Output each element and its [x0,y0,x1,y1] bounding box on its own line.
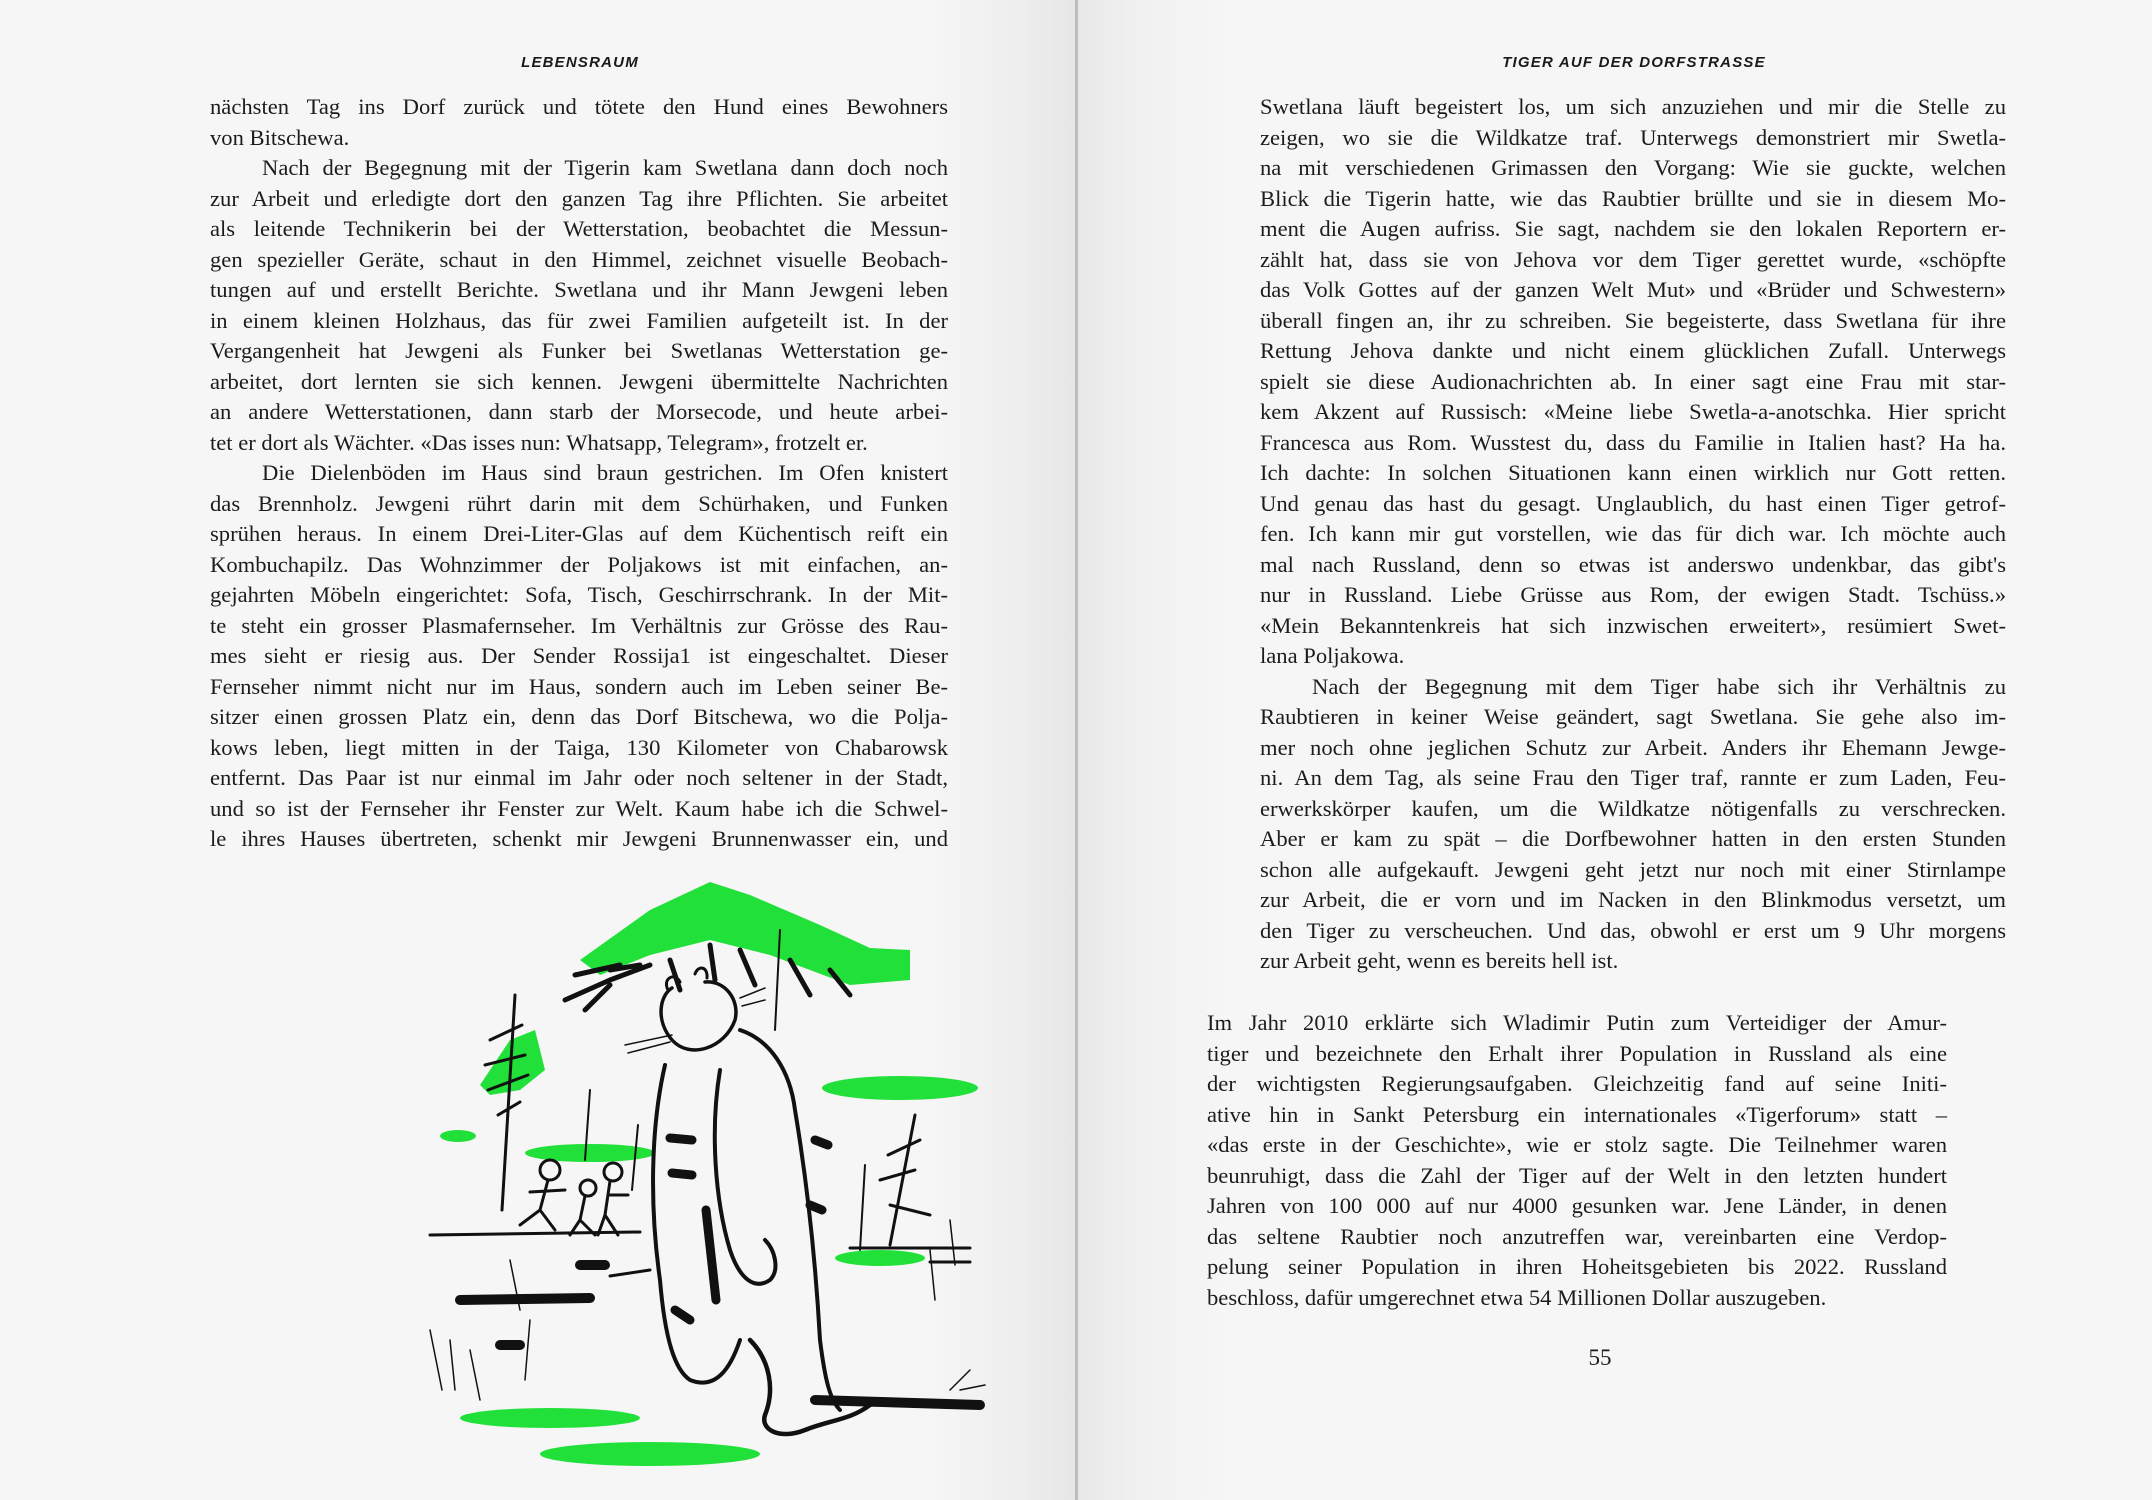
text-line: fen. Ich kann mir gut vorstellen, wie das für dich war. Ich möchte auch [1260,521,2006,546]
green-patch-6 [540,1442,760,1466]
text-line: an andere Wetterstationen, dann starb der Morsecode, und heute arbei- [210,399,948,424]
text-line: den Tiger zu verscheuchen. Und das, obwohl er erst um 9 Uhr morgens [1260,917,2006,943]
text-line: te steht ein grosser Plasmafernseher. Im Verhältnis zur Grösse des Rau- [210,612,948,638]
text-line: mal nach Russland, denn so etwas ist anderswo undenkbar, das gibt's [1260,551,2006,577]
text-line: beunruhigt, dass die Zahl der Tiger auf der Welt in den letzten hundert [1207,1162,1947,1188]
text-line: nächsten Tag ins Dorf zurück und tötete den Hund eines Bewohners [210,94,948,119]
tree-canopy-green [580,882,910,985]
text-line: Jahren von 100 000 auf nur 4000 gesunken war. Jene Länder, in denen [1207,1193,1947,1218]
text-line: zählt hat, dass sie von Jehova vor dem Tiger gerettet wurde, «schöpfte [1260,246,2006,272]
ground-shadow [460,1265,980,1405]
text-line: tungen auf und erstellt Berichte. Swetlana und ihr Mann Jewgeni leben [210,277,948,302]
tiger-tail [750,1340,870,1434]
left-tree [485,995,528,1210]
left-body-text [210,92,948,855]
page-number: 55 [1588,1345,1612,1370]
tiger-arm [715,1070,776,1284]
right-section-2-text [1207,1008,1947,1313]
text-line: das Brennholz. Jewgeni rührt darin mit dem Schürhaken, und Funken [210,490,948,516]
green-patch-2 [440,1130,476,1142]
hikers-group [520,1160,628,1235]
text-line: Nach der Begegnung mit dem Tiger habe sich ihr Verhältnis zu [1312,673,2006,699]
text-line: ni. An dem Tag, als seine Frau den Tiger traf, rannte er zum Laden, Feu- [1260,765,2006,790]
text-line: pelung seiner Population in ihren Hoheitsgebieten bis 2022. Russland [1207,1254,1947,1279]
right-body-text [1260,92,2006,977]
text-line: in einem kleinen Holzhaus, das für zwei Familien aufgeteilt ist. In der [210,307,948,333]
text-line: Die Dielenböden im Haus sind braun gestrichen. Im Ofen knistert [262,460,948,485]
right-tree [880,1115,930,1245]
text-line: entfernt. Das Paar ist nur einmal im Jahr oder noch seltener in der Stadt, [210,765,948,790]
hiker-1-head [540,1160,560,1180]
text-line: Swetlana läuft begeistert los, um sich anzuziehen und mir die Stelle zu [1260,94,2006,119]
text-line: tiger und bezeichnete den Erhalt ihrer Population in Russland als eine [1207,1040,1947,1066]
text-line: von Bitschewa. [210,124,350,150]
text-line: na mit verschiedenen Grimassen den Vorgang: Wie sie guckte, welchen [1260,155,2006,180]
running-head-right: TIGER AUF DER DORFSTRASSE [1502,54,1766,71]
tiger-whiskers [625,988,765,1053]
text-line: kows leben, liegt mitten in der Taiga, 130 Kilometer von Chabarowsk [210,734,948,760]
text-line: spielt sie diese Audionachrichten ab. In einer sagt eine Frau mit star- [1260,368,2006,394]
text-line: erwerkskörper kaufen, um die Wildkatze nötigenfalls zu verschrecken. [1260,795,2006,821]
text-line: zeigen, wo sie die Wildkatze traf. Unterwegs demonstriert mir Swetla- [1260,124,2006,150]
tiger-body [653,1030,840,1410]
text-line: beschloss, dafür umgerechnet etwa 54 Millionen Dollar auszugeben. [1207,1284,1827,1310]
text-line: Rettung Jehova dankte und nicht einem glücklichen Zufall. Unterwegs [1260,338,2006,363]
text-line: ment die Augen aufriss. Sie sagt, nachdem sie den lokalen Reportern er- [1260,216,2006,241]
tiger-head [661,982,736,1050]
green-patch-4 [835,1250,925,1266]
text-line: Aber er kam zu spät – die Dorfbewohner hatten in den ersten Stunden [1260,826,2006,851]
text-line: Nach der Begegnung mit der Tigerin kam Swetlana dann doch noch [262,155,948,180]
text-line: Kombuchapilz. Das Wohnzimmer der Poljakows ist mit einfachen, an- [210,551,948,577]
hiker-1-body [520,1180,565,1230]
illustration-ink-lines [430,930,985,1434]
running-head-left: LEBENSRAUM [521,54,639,71]
text-line: Ich dachte: In solchen Situationen kann einen wirklich nur Gott retten. [1260,460,2006,485]
tiger-illustration [410,870,1010,1470]
text-line: gen spezieller Geräte, schaut in den Himmel, zeichnet visuelle Beobach- [210,246,948,272]
text-line: und so ist der Fernseher ihr Fenster zur Welt. Kaum habe ich die Schwel- [210,795,948,821]
text-line: gejahrten Möbeln eingerichtet: Sofa, Tisch, Geschirrschrank. In der Mit- [210,582,948,607]
text-line: tet er dort als Wächter. «Das isses nun: Whatsapp, Telegram», frotzelt er. [210,429,868,455]
text-line: Vergangenheit hat Jewgeni als Funker bei Swetlanas Wetterstation ge- [210,338,948,363]
text-line: sitzer einen grossen Platz ein, denn das Dorf Bitschewa, wo die Polja- [210,704,948,729]
text-line: mer noch ohne jeglichen Schutz zur Arbeit. Anders ihr Ehemann Jewge- [1260,734,2006,760]
text-line: zur Arbeit und erledigte dort den ganzen Tag ihre Pflichten. Sie arbeitet [210,185,948,211]
text-line: «Mein Bekanntenkreis hat sich inzwischen erweitert», resümiert Swet- [1260,612,2006,638]
text-line: der wichtigsten Regierungsaufgaben. Gleichzeitig fand auf seine Initi- [1207,1071,1947,1096]
hiker-3-body [598,1181,628,1235]
text-line: als leitende Technikerin bei der Wetterstation, beobachtet die Messun- [210,216,948,241]
hiker-3-head [604,1163,622,1181]
text-line: mes sieht er riesig aus. Der Sender Rossija1 ist eingeschaltet. Dieser [210,643,948,668]
text-line: zur Arbeit, die er vorn und im Nacken in den Blinkmodus versetzt, um [1260,887,2006,912]
hiker-2-head [580,1180,596,1196]
text-line: kem Akzent auf Russisch: «Meine liebe Swetla-a-anotschka. Hier spricht [1260,399,2006,424]
text-line: schon alle aufgekauft. Jewgeni geht jetzt nur noch mit einer Stirnlampe [1260,856,2006,882]
text-line: arbeitet, dort lernten sie sich kennen. Jewgeni übermittelte Nachrichten [210,368,948,394]
text-line: zur Arbeit geht, wenn es bereits hell ist. [1260,948,1619,973]
text-line: le ihres Hauses übertreten, schenkt mir Jewgeni Brunnenwasser ein, und [210,826,948,851]
text-line: Und genau das hast du gesagt. Unglaublich, du hast einen Tiger getrof- [1260,490,2006,516]
text-line: Francesca aus Rom. Wusstest du, dass du Familie in Italien hast? Ha ha. [1260,429,2006,455]
text-line: das seltene Raubtier noch anzutreffen war, vereinbarten eine Verdop- [1207,1223,1947,1249]
text-line: ative hin in Sankt Petersburg ein internationales «Tigerforum» statt – [1207,1101,1947,1127]
text-line: nur in Russland. Liebe Grüsse aus Rom, der ewigen Stadt. Tschüss.» [1260,582,2006,607]
text-line: das Volk Gottes auf der ganzen Welt Mut» und «Brüder und Schwestern» [1260,277,2006,302]
text-line: Im Jahr 2010 erklärte sich Wladimir Putin zum Verteidiger der Amur- [1207,1010,1947,1035]
text-line: überall fingen an, ihr zu schreiben. Sie begeisterte, dass Swetlana für ihre [1260,307,2006,333]
text-line: lana Poljakowa. [1260,643,1405,668]
text-line: sprühen heraus. In einem Drei-Liter-Glas auf dem Küchentisch reift ein [210,521,948,546]
text-line: Blick die Tigerin hatte, wie das Raubtier brüllte und sie in diesem Mo- [1260,185,2006,211]
text-line: Fernseher nimmt nicht nur im Haus, sondern auch im Leben seiner Be- [210,673,948,699]
text-line: «das erste in der Geschichte», wie er stolz sagte. Die Teilnehmer waren [1207,1132,1947,1157]
green-patch-1 [822,1076,978,1100]
green-patch-5 [460,1408,640,1428]
text-line: Raubtieren in keiner Weise geändert, sagt Swetlana. Sie gehe also im- [1260,704,2006,729]
hiker-2-body [570,1196,595,1235]
